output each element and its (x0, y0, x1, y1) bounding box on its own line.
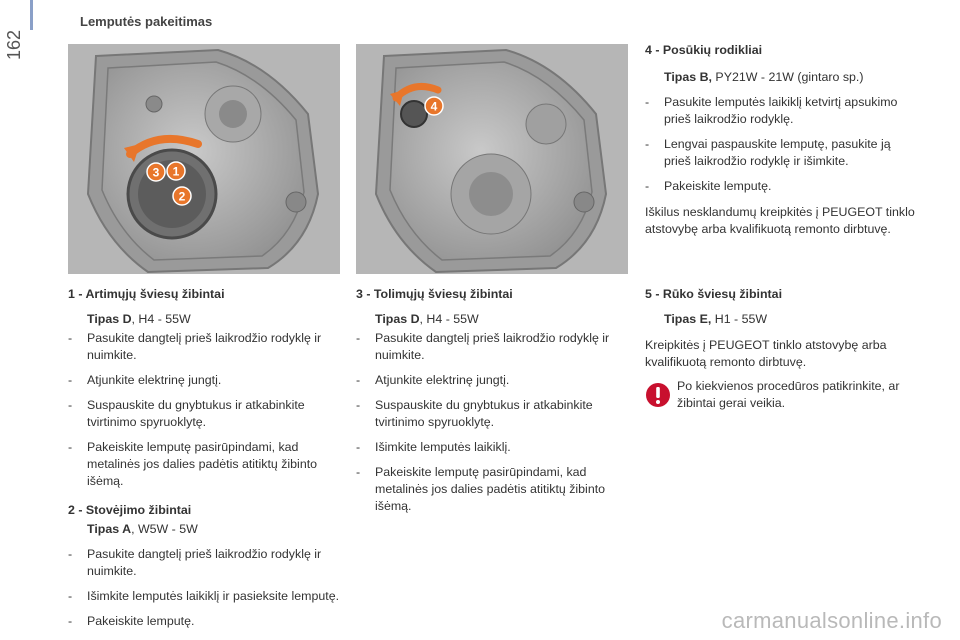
headlamp-figure-1 (68, 44, 340, 274)
section-1-step: - Atjunkite elektrinę jungtį. (68, 373, 222, 387)
section-3-step: - Atjunkite elektrinę jungtį. (356, 373, 510, 387)
svg-text:2: 2 (178, 189, 186, 204)
side-accent-bar (30, 0, 33, 30)
column-3-bottom (645, 286, 917, 371)
section-3-step: - Pasukite dangtelį prieš laikrodžio rodyklę ir nuimkite. (356, 331, 610, 362)
section-2-step: - Pasukite dangtelį prieš laikrodžio rodyklę ir nuimkite. (68, 547, 322, 578)
section-1-step: - Pasukite dangtelį prieš laikrodžio rodyklę ir nuimkite. (68, 331, 322, 362)
section-3-step: - Išimkite lemputės laikiklį. (356, 440, 511, 454)
watermark: carmanualsonline.info (721, 608, 942, 633)
warning-exclamation-icon (645, 382, 671, 408)
section-1-step: - Suspauskite du gnybtukus ir atkabinkite tvirtinimo spyruoklytę. (68, 398, 305, 429)
section-4-step: - Pakeiskite lemputę. (645, 179, 772, 193)
section-4-type: Tipas B, PY21W - 21W (gintaro sp.) (664, 70, 864, 84)
section-title: Lemputės pakeitimas (80, 14, 213, 29)
section-4-footer: Iškilus nesklandumų kreipkitės į PEUGEOT tinklo atstovybę arba kvalifikuotą remonto dirbtuvę. (645, 205, 915, 236)
svg-text:3: 3 (152, 165, 160, 180)
page-number: 162 (4, 29, 24, 60)
section-1-type: Tipas D, H4 - 55W (87, 312, 191, 326)
column-2 (356, 286, 632, 515)
section-3-type: Tipas D, H4 - 55W (375, 312, 479, 326)
section-4-step: - Pasukite lemputės laikiklį ketvirtį apsukimo prieš laikrodžio rodyklę. (645, 95, 898, 126)
warning-note (645, 378, 917, 424)
section-1-heading: 1 - Artimųjų šviesų žibintai (68, 287, 225, 301)
marker-1 (167, 162, 185, 180)
warning-note-text: Po kiekvienos procedūros patikrinkite, ar žibintai gerai veikia. (677, 379, 900, 410)
column-3-top (645, 42, 917, 238)
column-1 (68, 286, 344, 630)
headlamp-figure-2 (356, 44, 628, 274)
figure-1-markers (68, 44, 340, 274)
section-5-text: Kreipkitės į PEUGEOT tinklo atstovybę arba kvalifikuotą remonto dirbtuvę. (645, 338, 887, 369)
section-3-heading: 3 - Tolimųjų šviesų žibintai (356, 287, 513, 301)
marker-2 (173, 187, 191, 205)
section-1-step: - Pakeiskite lemputę pasirūpindami, kad metalinės jos dalies padėtis atitiktų žibinto išėmą. (68, 440, 318, 488)
marker-4 (425, 97, 443, 115)
svg-text:4: 4 (430, 99, 438, 114)
section-2-heading: 2 - Stovėjimo žibintai (68, 503, 192, 517)
section-4-heading: 4 - Posūkių rodikliai (645, 43, 763, 57)
svg-text:1: 1 (172, 164, 180, 179)
marker-3 (147, 163, 165, 181)
section-5-type: Tipas E, H1 - 55W (664, 312, 768, 326)
section-2-type: Tipas A, W5W - 5W (87, 522, 198, 536)
section-2-step: - Išimkite lemputės laikiklį ir pasieksite lemputę. (68, 589, 340, 603)
section-2-step: - Pakeiskite lemputę. (68, 614, 195, 628)
section-4-step: - Lengvai paspauskite lemputę, pasukite ją prieš laikrodžio rodyklę ir išimkite. (645, 137, 891, 168)
figure-2-markers (356, 44, 628, 274)
section-5-heading: 5 - Rūko šviesų žibintai (645, 287, 783, 301)
section-3-step: - Pakeiskite lemputę pasirūpindami, kad metalinės jos dalies padėtis atitiktų žibinto išėmą. (356, 465, 606, 513)
section-3-step: - Suspauskite du gnybtukus ir atkabinkite tvirtinimo spyruoklytę. (356, 398, 593, 429)
